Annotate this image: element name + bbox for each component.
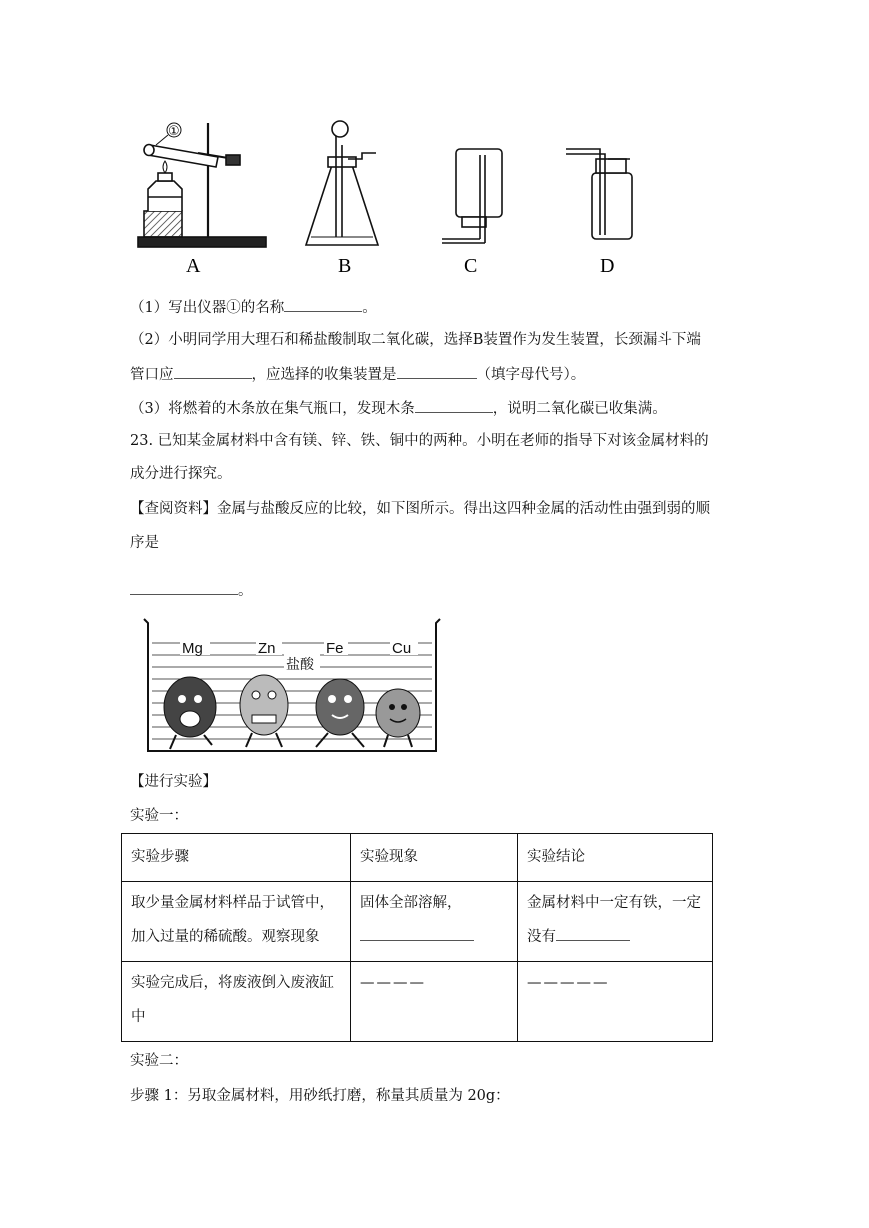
row2-step: 实验完成后，将废液倒入废液缸 中 (122, 962, 351, 1042)
row1-phenomenon: 固体全部溶解， (351, 882, 518, 962)
cu-character-icon (376, 689, 420, 747)
header-conclusion: 实验结论 (518, 834, 713, 882)
experiment-2-label: 实验二： (130, 1053, 188, 1069)
answer-blank-4[interactable] (415, 396, 493, 413)
metal-label-cu: Cu (392, 640, 412, 657)
label-d: D (600, 255, 615, 277)
label-b: B (338, 255, 352, 277)
q22-part3: （3）将燃着的木条放在集气瓶口，发现木条 ，说明二氧化碳已收集满。 (130, 396, 667, 419)
row1-conclusion: 金属材料中一定有铁，一定 没有 (518, 882, 713, 962)
metal-label-fe: Fe (326, 640, 344, 657)
answer-blank-6[interactable] (360, 924, 474, 941)
header-phenomenon: 实验现象 (351, 834, 518, 882)
row2-phenomenon: ———— (351, 962, 518, 1042)
metal-label-mg: Mg (182, 640, 203, 657)
experiment-table (121, 833, 713, 1042)
table-row (122, 882, 713, 962)
marker-1: ① (168, 124, 180, 139)
apparatus-a (138, 123, 266, 247)
q22-part2-line2: 管口应 ，应选择的收集装置是 （填字母代号）。 (130, 362, 585, 385)
table-row (122, 962, 713, 1042)
experiment-heading: 【进行实验】 (130, 774, 217, 790)
beaker-figure (140, 615, 444, 757)
metal-label-zn: Zn (258, 640, 276, 657)
answer-blank-3[interactable] (397, 362, 477, 379)
experiment-2-step1: 步骤 1：另取金属材料，用砂纸打磨，称量其质量为 20g： (130, 1088, 510, 1104)
apparatus-b (306, 121, 378, 245)
q23-reference-line1: 【查阅资料】金属与盐酸反应的比较，如下图所示。得出这四种金属的活动性由强到弱的顺 (130, 501, 710, 517)
q23-reference-blank-line: 。 (130, 578, 253, 601)
zn-character-icon (240, 675, 288, 747)
answer-blank-5[interactable] (130, 578, 238, 595)
row1-step: 取少量金属材料样品于试管中， 加入过量的稀硫酸。观察现象 (122, 882, 351, 962)
q23-intro-line2: 成分进行探究。 (130, 466, 232, 482)
acid-label: 盐酸 (286, 657, 314, 673)
apparatus-c (442, 149, 502, 243)
q22-part2-line1: （2）小明同学用大理石和稀盐酸制取二氧化碳，选择B装置作为发生装置，长颈漏斗下端 (130, 332, 701, 348)
table-header-row (122, 834, 713, 882)
label-a: A (186, 255, 201, 277)
label-c: C (464, 255, 478, 277)
answer-blank-7[interactable] (556, 924, 630, 941)
header-step: 实验步骤 (122, 834, 351, 882)
apparatus-d (566, 149, 632, 239)
mg-character-icon (164, 677, 216, 749)
apparatus-figure (130, 115, 650, 285)
answer-blank-1[interactable] (284, 295, 362, 312)
q22-part1: （1）写出仪器①的名称 。 (130, 295, 377, 318)
row2-conclusion: ————— (518, 962, 713, 1042)
answer-blank-2[interactable] (174, 362, 252, 379)
experiment-1-label: 实验一： (130, 808, 188, 824)
q23-intro-line1: 23. 已知某金属材料中含有镁、锌、铁、铜中的两种。小明在老师的指导下对该金属材料的 (130, 433, 709, 449)
fe-character-icon (316, 679, 364, 747)
q23-reference-line2: 序是 (130, 535, 159, 551)
